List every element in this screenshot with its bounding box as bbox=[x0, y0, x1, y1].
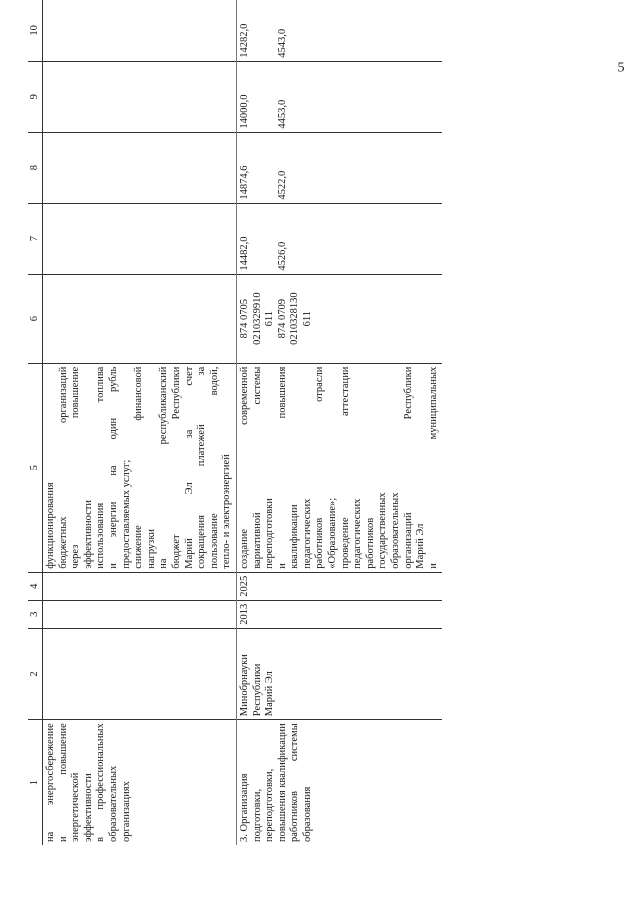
header-cell: 2 bbox=[28, 628, 43, 719]
header-cell: 4 bbox=[28, 572, 43, 600]
header-row bbox=[28, 0, 43, 845]
cell-end-year: 2025 bbox=[236, 572, 442, 600]
header-cell: 8 bbox=[28, 132, 43, 203]
cell-result-text: создание современной вариативной системы переподготовки и повышения квалификации педагогических работников отрасли «Образование»; проведение аттестации педагогических работников государственных образовательных организаций Республики Марий Эл и муниципальных bbox=[236, 363, 442, 572]
header-cell: 1 bbox=[28, 720, 43, 845]
page-number: 5 bbox=[617, 60, 625, 76]
cell-amount-2014: 14874,6 4522,0 bbox=[236, 132, 442, 203]
budget-table bbox=[28, 0, 442, 845]
cell-executor: Минобрнауки Республики Марий Эл bbox=[236, 628, 442, 719]
cell-amount-2015: 14000,0 4453,0 bbox=[236, 61, 442, 132]
header-cell: 5 bbox=[28, 363, 43, 572]
cell-task-text: 3. Организация подготовки, переподготовки, повышения квалификации работников системы образования bbox=[238, 723, 313, 842]
cell-result-text: функционирования бюджетных организаций через повышение эффективности использования топлива и энергии на один рубль предоставляемых услуг; снижение финансовой нагрузки на республиканский бюджет Республики Марий Эл за счет сокращения платежей за пользование водой, тепло- и электроэнергией bbox=[43, 363, 237, 572]
cell-amount-2016: 14282,0 4543,0 bbox=[236, 0, 442, 61]
cell-task-text: на энергосбережение и повышение энергетической эффективности в профессиональных образовательных организациях bbox=[43, 720, 237, 845]
header-cell: 6 bbox=[28, 274, 43, 363]
cell-amount-2013: 14482,0 4526,0 bbox=[236, 203, 442, 274]
cell-budget-code: 874 0705 0210329910 611 874 0709 0210328130 611 bbox=[236, 274, 442, 363]
table-row bbox=[236, 0, 442, 845]
cell-start-year: 2013 bbox=[236, 600, 442, 628]
header-cell: 3 bbox=[28, 600, 43, 628]
table-row bbox=[43, 0, 237, 845]
header-cell: 9 bbox=[28, 61, 43, 132]
header-cell: 10 bbox=[28, 0, 43, 61]
header-cell: 7 bbox=[28, 203, 43, 274]
